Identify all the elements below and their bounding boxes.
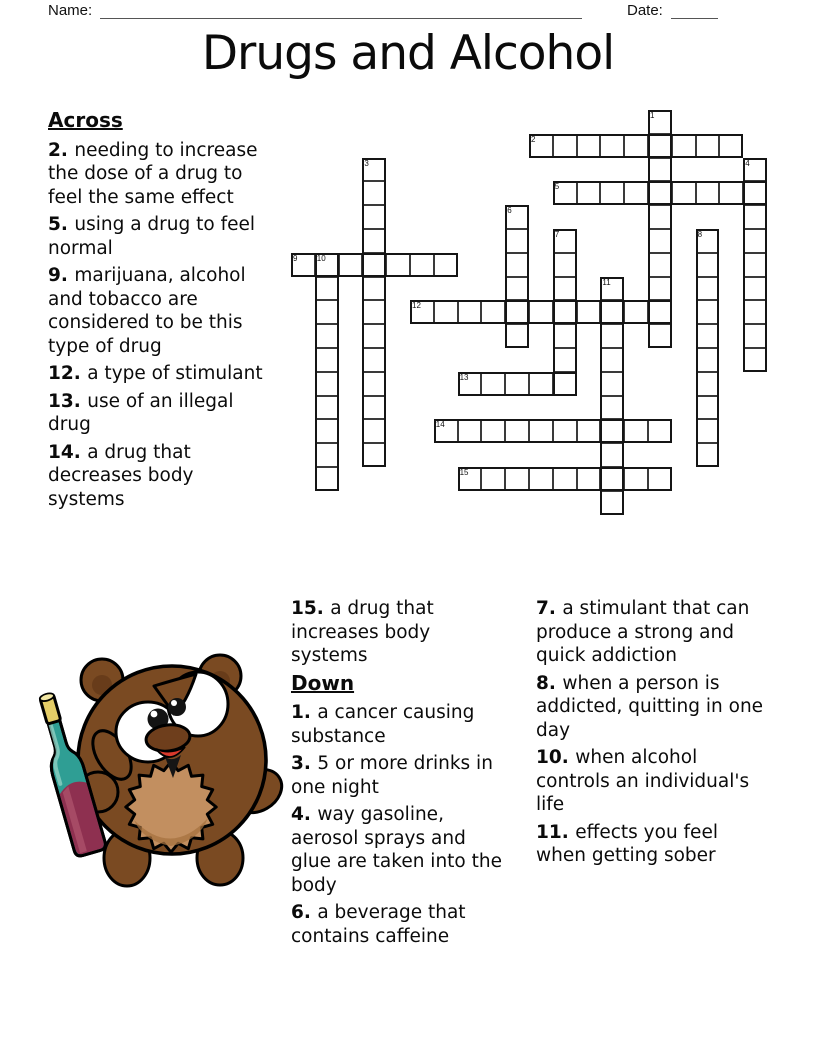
grid-cell[interactable] (553, 348, 577, 372)
grid-number-15: 15 (459, 468, 469, 477)
clue-4: 4. way gasoline, aerosol sprays and glue are taken into the body (291, 804, 502, 896)
clue-number-label: 1. (291, 702, 318, 723)
clue-10: 10. when alcohol controls an individual's life (536, 747, 750, 815)
grid-cell[interactable] (624, 467, 648, 491)
grid-cell[interactable] (505, 372, 529, 396)
grid-cell[interactable] (696, 253, 720, 277)
grid-cell[interactable] (529, 300, 553, 324)
grid-cell[interactable] (529, 467, 553, 491)
clue-12: 12. a type of stimulant (48, 363, 263, 384)
clue-13: 13. use of an illegal drug (48, 390, 234, 435)
grid-cell[interactable] (553, 253, 577, 277)
grid-cell[interactable] (624, 181, 648, 205)
grid-cell[interactable] (743, 277, 767, 301)
clue-number-label: 8. (536, 672, 563, 694)
grid-cell[interactable] (553, 134, 577, 158)
grid-cell[interactable] (339, 253, 363, 277)
clue-number-label: 14. (48, 441, 88, 463)
grid-cell[interactable] (553, 300, 577, 324)
clue-number-label: 5. (48, 214, 75, 235)
grid-cell[interactable] (529, 419, 553, 443)
clue-column-right (536, 597, 765, 872)
grid-cell[interactable] (648, 324, 672, 348)
grid-cell[interactable] (600, 300, 624, 324)
grid-cell[interactable] (315, 348, 339, 372)
grid-number-12: 12 (412, 301, 421, 311)
grid-cell[interactable] (315, 419, 339, 443)
grid-cell[interactable] (362, 277, 386, 301)
grid-cell[interactable] (648, 253, 672, 277)
clue-number-label: 9. (48, 265, 75, 286)
clue-2: 2. needing to increase the dose of a drug to feel the same effect (48, 139, 258, 208)
name-date-bar (0, 1, 816, 23)
grid-cell[interactable] (434, 300, 458, 324)
grid-cell[interactable] (481, 300, 505, 324)
grid-cell[interactable] (624, 300, 648, 324)
grid-cell[interactable] (505, 277, 529, 301)
grid-cell[interactable] (743, 229, 767, 253)
grid-cell[interactable] (505, 229, 529, 253)
clue-number-label: 3. (291, 753, 318, 774)
grid-cell[interactable] (696, 372, 720, 396)
grid-cell[interactable] (505, 324, 529, 348)
grid-cell[interactable] (696, 181, 720, 205)
grid-cell[interactable] (577, 181, 601, 205)
grid-cell[interactable] (672, 181, 696, 205)
clue-column-middle (291, 597, 502, 952)
grid-cell[interactable] (315, 324, 339, 348)
down-header: Down (291, 670, 355, 695)
grid-cell[interactable] (648, 300, 672, 324)
grid-cell[interactable] (434, 253, 458, 277)
grid-cell[interactable] (743, 253, 767, 277)
grid-cell[interactable] (362, 181, 386, 205)
grid-cell[interactable] (648, 181, 672, 205)
grid-cell[interactable] (505, 419, 529, 443)
grid-cell[interactable] (458, 300, 482, 324)
grid-number-2: 2 (531, 134, 536, 144)
bear-illustration (24, 650, 286, 892)
date-input-line[interactable] (671, 18, 718, 19)
grid-cell[interactable] (743, 324, 767, 348)
grid-number-11: 11 (602, 277, 611, 287)
clue-number-label: 2. (48, 139, 75, 161)
grid-cell[interactable] (600, 467, 624, 491)
grid-cell[interactable] (315, 277, 339, 301)
across-header: Across (48, 108, 123, 132)
grid-cell[interactable] (648, 419, 672, 443)
grid-cell[interactable] (600, 396, 624, 420)
clue-5: 5. using a drug to feel normal (48, 214, 255, 259)
grid-number-10: 10 (316, 253, 326, 263)
grid-cell[interactable] (719, 134, 743, 158)
grid-cell[interactable] (600, 348, 624, 372)
clue-9: 9. marijuana, alcohol and tobacco are considered to be this type of drug (48, 265, 246, 357)
grid-cell[interactable] (505, 300, 529, 324)
grid-cell[interactable] (553, 372, 577, 396)
grid-cell[interactable] (458, 419, 482, 443)
clue-number-label: 15. (291, 598, 331, 619)
grid-number-3: 3 (364, 158, 369, 168)
grid-cell[interactable] (481, 467, 505, 491)
grid-cell[interactable] (648, 467, 672, 491)
grid-cell[interactable] (719, 181, 743, 205)
grid-cell[interactable] (696, 277, 720, 301)
grid-cell[interactable] (362, 229, 386, 253)
clue-14: 14. a drug that decreases body systems (48, 441, 194, 510)
grid-cell[interactable] (362, 253, 386, 277)
grid-cell[interactable] (362, 372, 386, 396)
grid-cell[interactable] (386, 253, 410, 277)
clue-number-label: 12. (48, 363, 88, 384)
grid-cell[interactable] (600, 419, 624, 443)
grid-cell[interactable] (410, 253, 434, 277)
bear-right-eye-glint (171, 700, 177, 706)
clue-11: 11. effects you feel when getting sober (536, 821, 718, 866)
clue-column-across (48, 109, 274, 515)
grid-cell[interactable] (696, 443, 720, 467)
grid-cell[interactable] (577, 419, 601, 443)
grid-cell[interactable] (315, 443, 339, 467)
grid-cell[interactable] (315, 396, 339, 420)
crossword-grid (291, 110, 769, 516)
grid-cell[interactable] (362, 300, 386, 324)
page-title: Drugs and Alcohol (201, 26, 615, 81)
grid-cell[interactable] (481, 419, 505, 443)
clue-8: 8. when a person is addicted, quitting in one day (536, 672, 764, 741)
grid-cell[interactable] (743, 348, 767, 372)
grid-cell[interactable] (743, 300, 767, 324)
grid-cell[interactable] (315, 467, 339, 491)
grid-cell[interactable] (648, 158, 672, 182)
grid-cell[interactable] (315, 372, 339, 396)
grid-number-1: 1 (650, 111, 655, 120)
grid-number-5: 5 (554, 182, 560, 192)
clue-3: 3. 5 or more drinks in one night (291, 753, 493, 798)
grid-cell[interactable] (362, 396, 386, 420)
clue-number-label: 10. (536, 747, 576, 768)
grid-cell[interactable] (553, 277, 577, 301)
clue-6: 6. a beverage that contains caffeine (291, 902, 466, 947)
grid-number-14: 14 (435, 420, 445, 430)
grid-cell[interactable] (648, 134, 672, 158)
grid-cell[interactable] (648, 205, 672, 229)
grid-cell[interactable] (505, 467, 529, 491)
grid-cell[interactable] (577, 467, 601, 491)
grid-cell[interactable] (696, 396, 720, 420)
grid-cell[interactable] (600, 491, 624, 515)
clue-15: 15. a drug that increases body systems (291, 598, 434, 666)
grid-number-4: 4 (745, 158, 750, 168)
grid-cell[interactable] (553, 419, 577, 443)
clue-1: 1. a cancer causing substance (291, 702, 475, 747)
grid-cell[interactable] (315, 300, 339, 324)
grid-cell[interactable] (696, 300, 720, 324)
bear-left-eye-glint (151, 711, 158, 718)
clue-number-label: 7. (536, 598, 563, 619)
name-label: Name: (48, 2, 93, 19)
grid-number-13: 13 (459, 372, 469, 382)
grid-cell[interactable] (553, 467, 577, 491)
grid-cell[interactable] (362, 348, 386, 372)
grid-cell[interactable] (696, 419, 720, 443)
clue-number-label: 13. (48, 390, 88, 412)
grid-cell[interactable] (648, 229, 672, 253)
grid-cell[interactable] (600, 181, 624, 205)
bear-right-pupil (168, 698, 186, 716)
grid-cell[interactable] (553, 324, 577, 348)
grid-cell[interactable] (362, 324, 386, 348)
grid-cell[interactable] (577, 134, 601, 158)
name-input-line[interactable] (100, 18, 582, 19)
grid-cell[interactable] (696, 324, 720, 348)
clue-number-label: 11. (536, 821, 576, 843)
grid-cell[interactable] (624, 134, 648, 158)
grid-cell[interactable] (362, 443, 386, 467)
grid-cell[interactable] (505, 253, 529, 277)
clue-number-label: 6. (291, 902, 318, 923)
grid-cell[interactable] (672, 134, 696, 158)
grid-cell[interactable] (362, 205, 386, 229)
grid-cell[interactable] (696, 134, 720, 158)
grid-number-8: 8 (697, 230, 703, 239)
grid-cell[interactable] (743, 181, 767, 205)
grid-cell[interactable] (624, 419, 648, 443)
grid-number-7: 7 (554, 230, 560, 239)
grid-cell[interactable] (481, 372, 505, 396)
grid-cell[interactable] (743, 205, 767, 229)
clue-number-label: 4. (291, 804, 318, 825)
grid-cell[interactable] (696, 348, 720, 372)
date-label: Date: (627, 2, 663, 19)
grid-cell[interactable] (577, 300, 601, 324)
grid-cell[interactable] (648, 277, 672, 301)
clue-7: 7. a stimulant that can produce a strong and quick addiction (536, 598, 750, 666)
grid-number-6: 6 (507, 206, 512, 216)
grid-cell[interactable] (529, 372, 553, 396)
grid-cell[interactable] (600, 372, 624, 396)
grid-cell[interactable] (362, 419, 386, 443)
grid-number-9: 9 (293, 253, 298, 263)
grid-cell[interactable] (600, 134, 624, 158)
grid-cell[interactable] (600, 443, 624, 467)
grid-cell[interactable] (600, 324, 624, 348)
